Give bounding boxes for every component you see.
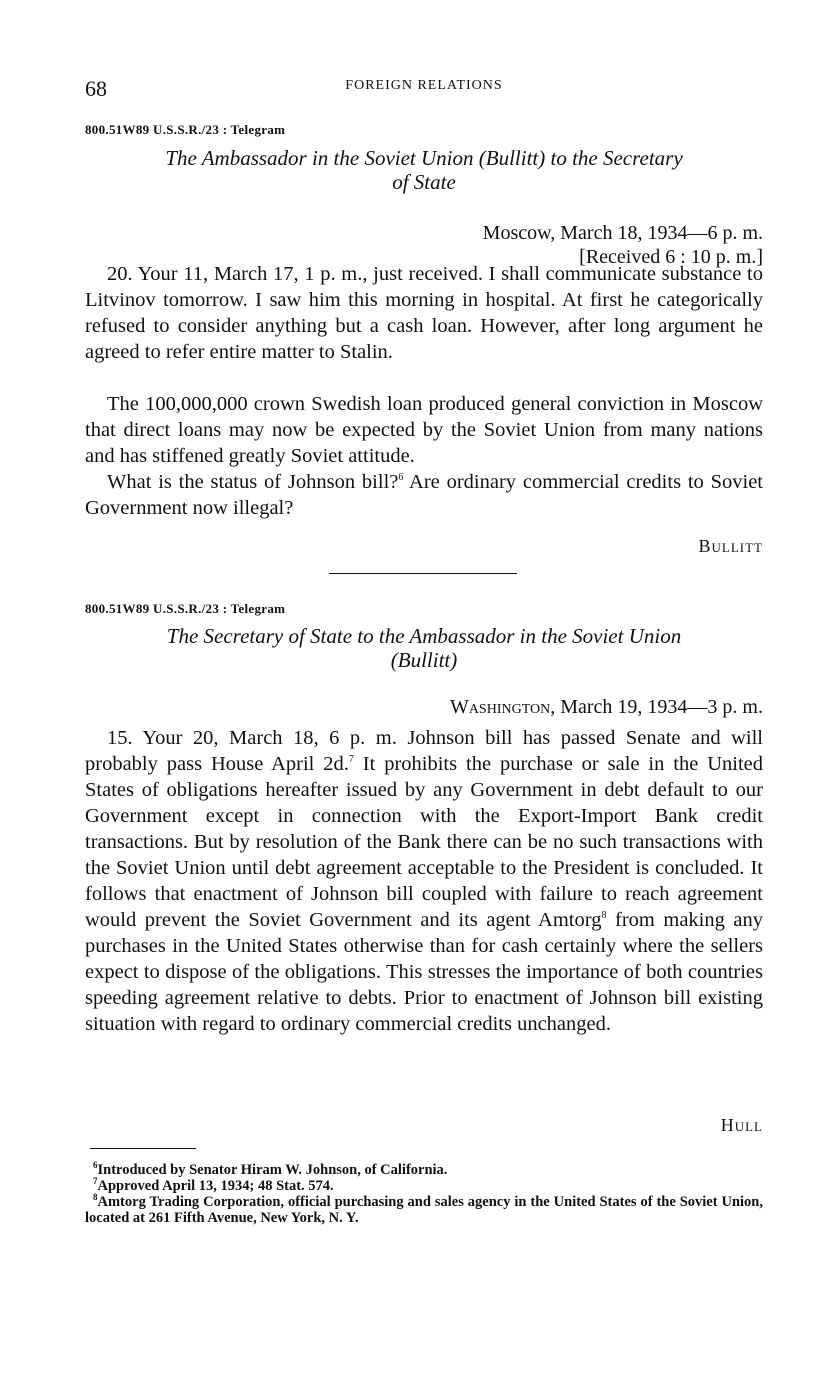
footnote-6-mark: 6 [93, 1160, 98, 1171]
received-note: [Received 6 : 10 p. m.] [579, 246, 763, 268]
file-reference-2: 800.51W89 U.S.S.R./23 : Telegram [85, 601, 286, 616]
footnote-8-text: Amtorg Trading Corporation, official purchasing and sales agency in the United States of the Soviet Union, located at 261 Fifth Avenue, New York, N. Y. [85, 1194, 763, 1226]
footnote-7 [85, 1178, 763, 1194]
telegram-2-text-b: It prohibits the purchase or sale in the United States of obligations hereafter issued by any Government in debt default to our Government except in connection with the Export-Import Bank credit transactions. But by resolution of the Bank there can be no such transactions with the Soviet Union until debt agreement acceptable to the President is concluded. It follows that enactment of Johnson bill coupled with failure to reach agreement would prevent the Soviet Government and its agent Amtorg [85, 753, 763, 931]
document-title-2-line1: The Secretary of State to the Ambassador in the Soviet Union [166, 624, 682, 648]
footnote-8 [85, 1194, 763, 1226]
telegram-1-paragraph-2: The 100,000,000 crown Swedish loan produced general conviction in Moscow that direct loans may now be expected by the Soviet Union from many nations and has stiffened greatly Soviet attitude. [85, 393, 763, 467]
footnote-6-text: Introduced by Senator Hiram W. Johnson, of California. [97, 1162, 448, 1178]
footnote-7-text: Approved April 13, 1934; 48 Stat. 574. [97, 1178, 334, 1194]
paragraph-3-text-b: Are ordinary commercial credits to Soviet Government now illegal? [85, 471, 763, 519]
telegram-1-paragraph-1: 20. Your 11, March 17, 1 p. m., just received. I shall communicate substance to Litvinov tomorrow. I saw him this morning in hospital. At first he categorically refused to consider anything but a cash loan. However, after long argument he agreed to refer entire matter to Stalin. [85, 263, 763, 363]
signature-hull: Hull [720, 1115, 763, 1135]
page-header [85, 76, 763, 106]
document-title-2-line2: (Bullitt) [390, 648, 458, 672]
page-number: 68 [85, 76, 107, 101]
dateline-2-place: Washington [449, 696, 551, 718]
footnote-6 [85, 1162, 763, 1178]
telegram-2-paragraph [85, 725, 763, 1037]
footnote-ref-6: 6 [398, 472, 404, 484]
dateline-1-text: Moscow, March 18, 1934—6 p. m. [482, 222, 763, 244]
running-head: FOREIGN RELATIONS [345, 78, 503, 93]
telegram-1-paragraph-3 [85, 469, 763, 521]
footnote-ref-7: 7 [348, 754, 354, 766]
dateline-2-rest: , March 19, 1934—3 p. m. [550, 696, 763, 718]
dateline-2 [450, 695, 763, 719]
signature-bullitt: Bullitt [698, 536, 763, 556]
telegram-2-text-c: from making any purchases in the United States otherwise than for cash certainly where the sellers expect to dispose of the obligations. This stresses the importance of both countries speeding agreement relative to debts. Prior to enactment of Johnson bill existing situation with regard to ordinary commercial credits unchanged. [85, 909, 763, 1035]
footnote-rule [90, 1148, 196, 1149]
document-title-1-line2: of State [392, 170, 456, 194]
footnotes [85, 1162, 763, 1226]
section-divider [329, 573, 517, 574]
paragraph-3-text-a: What is the status of Johnson bill? [107, 471, 399, 493]
footnote-ref-8: 8 [601, 910, 607, 922]
footnote-7-mark: 7 [93, 1176, 98, 1187]
document-title-2 [85, 624, 763, 672]
telegram-2-text-a: 15. Your 20, March 18, 6 p. m. Johnson bill has passed Senate and will probably pass House April 2d. [85, 727, 763, 775]
file-reference-1: 800.51W89 U.S.S.R./23 : Telegram [85, 122, 286, 137]
document-title-1-line1: The Ambassador in the Soviet Union (Bullitt) to the Secretary [165, 146, 683, 170]
footnote-8-mark: 8 [93, 1192, 98, 1203]
document-title-1 [85, 146, 763, 194]
